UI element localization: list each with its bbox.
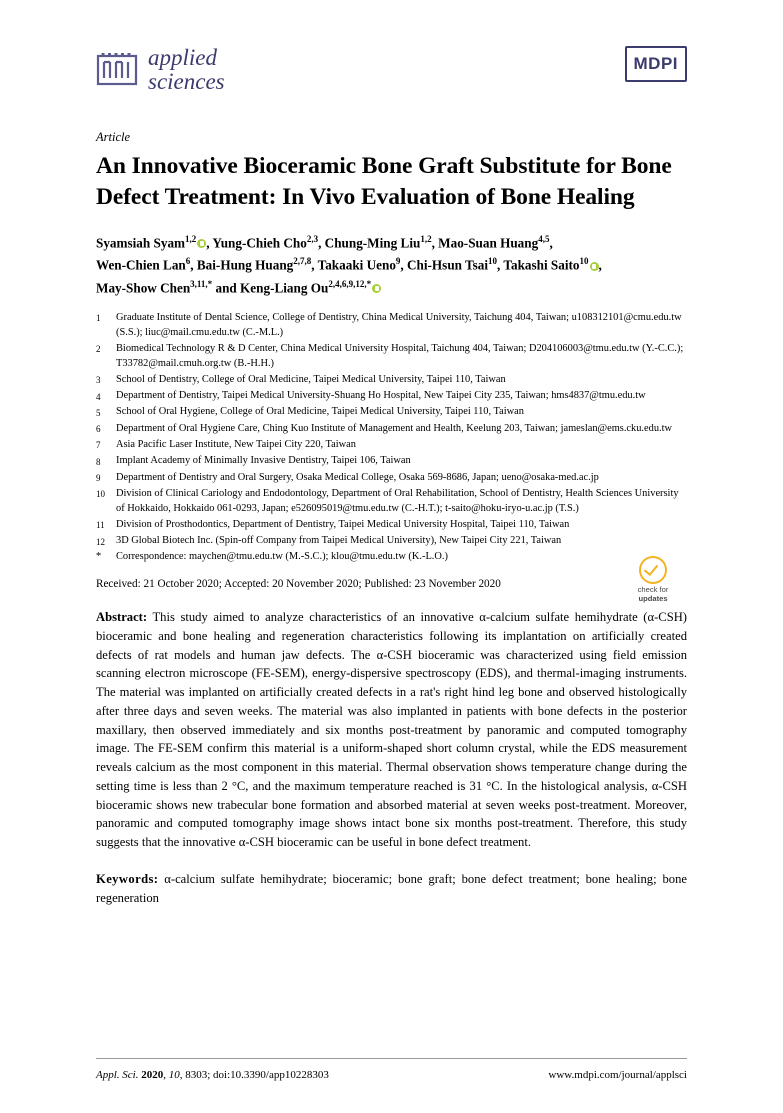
journal-title-line2: sciences bbox=[148, 68, 225, 94]
journal-branding bbox=[96, 46, 225, 94]
affiliation-number: 4 bbox=[96, 391, 101, 402]
author-name: , Takaaki Ueno bbox=[311, 257, 396, 273]
affiliation-number: 3 bbox=[96, 375, 101, 386]
check-for-updates-badge[interactable] bbox=[615, 556, 691, 603]
affiliation-number: 9 bbox=[96, 473, 101, 483]
affiliation-number: 6 bbox=[96, 424, 101, 435]
affiliation-text: School of Dentistry, College of Oral Medicine, Taipei Medical University, Taipei 110, Taiwan bbox=[116, 373, 506, 385]
affiliation-text: Division of Clinical Cariology and Endodontology, Department of Oral Rehabilitation, School of Dentistry, Health Sciences University of Hokkaido, Hokkaido 061-0293, Japan; e526095019@tmu.edu.tw (C.-H.T.); t-saito@hoku-iryo-u.ac.jp (T.S.) bbox=[116, 487, 679, 514]
affiliation-text: Asia Pacific Laser Institute, New Taipei City 220, Taiwan bbox=[116, 438, 356, 450]
article-type: Article bbox=[96, 130, 131, 144]
affiliation-number: 1 bbox=[96, 313, 101, 324]
keywords-section bbox=[96, 870, 687, 908]
correspondence-text: Correspondence: maychen@tmu.edu.tw (M.-S.C.); klou@tmu.edu.tw (K.-L.O.) bbox=[116, 551, 448, 563]
orcid-icon[interactable] bbox=[197, 239, 206, 248]
keywords-label: Keywords: bbox=[96, 871, 159, 886]
affiliation-text: School of Oral Hygiene, College of Oral Medicine, Taipei Medical University, Taipei 110, Taiwan bbox=[116, 406, 524, 418]
author-affiliation-ref: 3,11,* bbox=[190, 278, 213, 289]
check-updates-line1: check for bbox=[637, 585, 669, 595]
author-affiliation-ref: 10 bbox=[488, 256, 498, 267]
affiliation-number: 7 bbox=[96, 440, 101, 451]
correspondence-item bbox=[96, 550, 687, 565]
affiliation-item bbox=[96, 438, 687, 453]
orcid-icon[interactable] bbox=[372, 284, 381, 293]
affiliation-item bbox=[96, 454, 687, 469]
affiliation-text: Graduate Institute of Dental Science, College of Dentistry, China Medical University, Taichung 404, Taiwan; u108312101@cmu.edu.tw (S.S.); liuc@mail.cmu.edu.tw (C.-M.L.) bbox=[116, 311, 682, 338]
citation-journal: Appl. Sci. bbox=[96, 1069, 139, 1081]
affiliation-item bbox=[96, 373, 687, 388]
author-affiliation-ref: 1,2 bbox=[185, 234, 197, 245]
author-affiliation-ref: 2,3 bbox=[306, 234, 319, 245]
affiliation-text: Department of Oral Hygiene Care, Ching Kuo Institute of Management and Health, Keelung 203, Taiwan; jameslan@ems.cku.edu.tw bbox=[116, 422, 673, 434]
check-mark-icon bbox=[639, 556, 667, 584]
page-footer bbox=[96, 1069, 687, 1081]
author-name: , Mao-Suan Huang bbox=[431, 235, 539, 251]
author-separator: , bbox=[598, 257, 602, 273]
author-name: , Bai-Hung Huang bbox=[190, 257, 294, 273]
affiliation-item bbox=[96, 534, 687, 549]
author-list bbox=[96, 232, 687, 299]
footer-divider bbox=[96, 1058, 687, 1059]
author-name: Syamsiah Syam bbox=[96, 235, 186, 251]
journal-title bbox=[148, 46, 225, 94]
affiliation-number: 12 bbox=[96, 536, 105, 547]
author-name: May-Show Chen bbox=[96, 279, 191, 295]
orcid-icon[interactable] bbox=[590, 262, 599, 271]
author-separator: , bbox=[549, 235, 553, 251]
affiliation-text: Biomedical Technology R & D Center, China Medical University Hospital, Taichung 404, Taiwan; D204106003@tmu.edu.tw (Y.-C.C.); T33782@mail.cmuh.org.tw (B.-H.H.) bbox=[116, 342, 684, 369]
mdpi-logo: MDPI bbox=[625, 46, 688, 82]
affiliation-text: 3D Global Biotech Inc. (Spin-off Company from Taipei Medical University), New Taipei City 221, Taiwan bbox=[116, 535, 562, 547]
publication-dates-text: Received: 21 October 2020; Accepted: 20 November 2020; Published: 23 November 2020 bbox=[96, 578, 501, 591]
keywords-text: α-calcium sulfate hemihydrate; bioceramic; bone graft; bone defect treatment; bone healing; bone regeneration bbox=[96, 871, 687, 905]
citation-line: Appl. Sci. 2020, 10, 8303; doi:10.3390/app10228303 bbox=[96, 1069, 329, 1081]
affiliation-number: 5 bbox=[96, 407, 101, 418]
affiliation-list bbox=[96, 311, 687, 565]
author-name: , Yung-Chieh Cho bbox=[206, 235, 307, 251]
author-affiliation-ref: 10 bbox=[579, 256, 589, 267]
abstract-section bbox=[96, 608, 687, 852]
author-affiliation-ref: 4,5 bbox=[538, 234, 550, 245]
author-name: , Chi-Hsun Tsai bbox=[400, 257, 489, 273]
applied-sciences-logo-icon bbox=[96, 50, 138, 90]
check-updates-line2: updates bbox=[638, 593, 668, 603]
author-name: Wen-Chien Lan bbox=[96, 257, 186, 273]
publication-dates bbox=[96, 578, 687, 603]
author-name: and Keng-Liang Ou bbox=[212, 279, 329, 295]
affiliation-item bbox=[96, 487, 687, 517]
affiliation-number: 10 bbox=[96, 489, 105, 500]
abstract-text: This study aimed to analyze characteristics of an innovative α-calcium sulfate hemihydrate (α-CSH) bioceramic and bone healing and regeneration characteristics following its implantation on artificially created defects of rat models and human jaw defects. The α-CSH bioceramic was characterized using field emission scanning electron microscope (FE-SEM), energy-dispersive spectroscopy (EDS), and thermal-imaging instruments. The material was implanted on artificially created defects in a rat's right hind leg bone and observed histologically after three days and seven weeks. The material was also implanted in patients with bone defects in the posterior maxillary, then observed immediately and six months post-treatment by panoramic and computed tomography image. The FE-SEM confirm this material is a uniform-shaped short column crystal, while the EDS measurement reveals calcium as the most component in this material. Thermal observation shows temperature change during the setting time is less than 2 °C, and the maximum temperature reached is 31 °C. In the histological analysis, α-CSH bioceramic shows new trabecular bone formation and absorbed material at seven weeks post-treatment. Moreover, panoramic and computed tomography image shows intact bone six months post-treatment. Therefore, this study suggests that the innovative α-CSH bioceramic can be useful in bone defect treatment. bbox=[96, 610, 687, 850]
author-affiliation-ref: 9 bbox=[395, 256, 401, 267]
correspondence-marker: * bbox=[96, 551, 102, 563]
citation-rest: , 8303; doi:10.3390/app10228303 bbox=[179, 1069, 329, 1081]
author-affiliation-ref: 6 bbox=[185, 256, 191, 267]
citation-year: 2020 bbox=[141, 1069, 164, 1081]
author-affiliation-ref: 2,7,8 bbox=[293, 256, 312, 267]
affiliation-number: 11 bbox=[96, 520, 105, 531]
journal-title-line1: applied bbox=[148, 45, 217, 70]
affiliation-item bbox=[96, 471, 687, 486]
citation-volume: 10 bbox=[168, 1069, 180, 1081]
affiliation-number: 2 bbox=[96, 344, 101, 355]
page-header bbox=[96, 46, 687, 116]
affiliation-item bbox=[96, 518, 687, 533]
page-title: An Innovative Bioceramic Bone Graft Substitute for Bone Defect Treatment: In Vivo Evaluation of Bone Healing bbox=[96, 153, 672, 210]
author-name: , Takashi Saito bbox=[497, 257, 580, 273]
affiliation-item bbox=[96, 389, 687, 404]
affiliation-text: Department of Dentistry and Oral Surgery, Osaka Medical College, Osaka 569-8686, Japan; ueno@osaka-med.ac.jp bbox=[116, 471, 599, 483]
journal-website-link[interactable]: www.mdpi.com/journal/applsci bbox=[548, 1069, 687, 1081]
author-affiliation-ref: 1,2 bbox=[420, 234, 432, 245]
affiliation-item bbox=[96, 342, 687, 372]
affiliation-item bbox=[96, 422, 687, 437]
author-affiliation-ref: 2,4,6,9,12,* bbox=[328, 278, 372, 289]
affiliation-number: 8 bbox=[96, 456, 101, 467]
affiliation-item bbox=[96, 405, 687, 420]
author-name: , Chung-Ming Liu bbox=[318, 235, 421, 251]
affiliation-item bbox=[96, 311, 687, 341]
affiliation-text: Implant Academy of Minimally Invasive Dentistry, Taipei 106, Taiwan bbox=[116, 455, 411, 467]
affiliation-text: Department of Dentistry, Taipei Medical University-Shuang Ho Hospital, New Taipei City 235, Taiwan; hms4837@tmu.edu.tw bbox=[116, 390, 646, 402]
abstract-label: Abstract: bbox=[96, 610, 148, 625]
affiliation-text: Division of Prosthodontics, Department of Dentistry, Taipei Medical University Hospital, Taipei 110, Taiwan bbox=[116, 518, 570, 530]
